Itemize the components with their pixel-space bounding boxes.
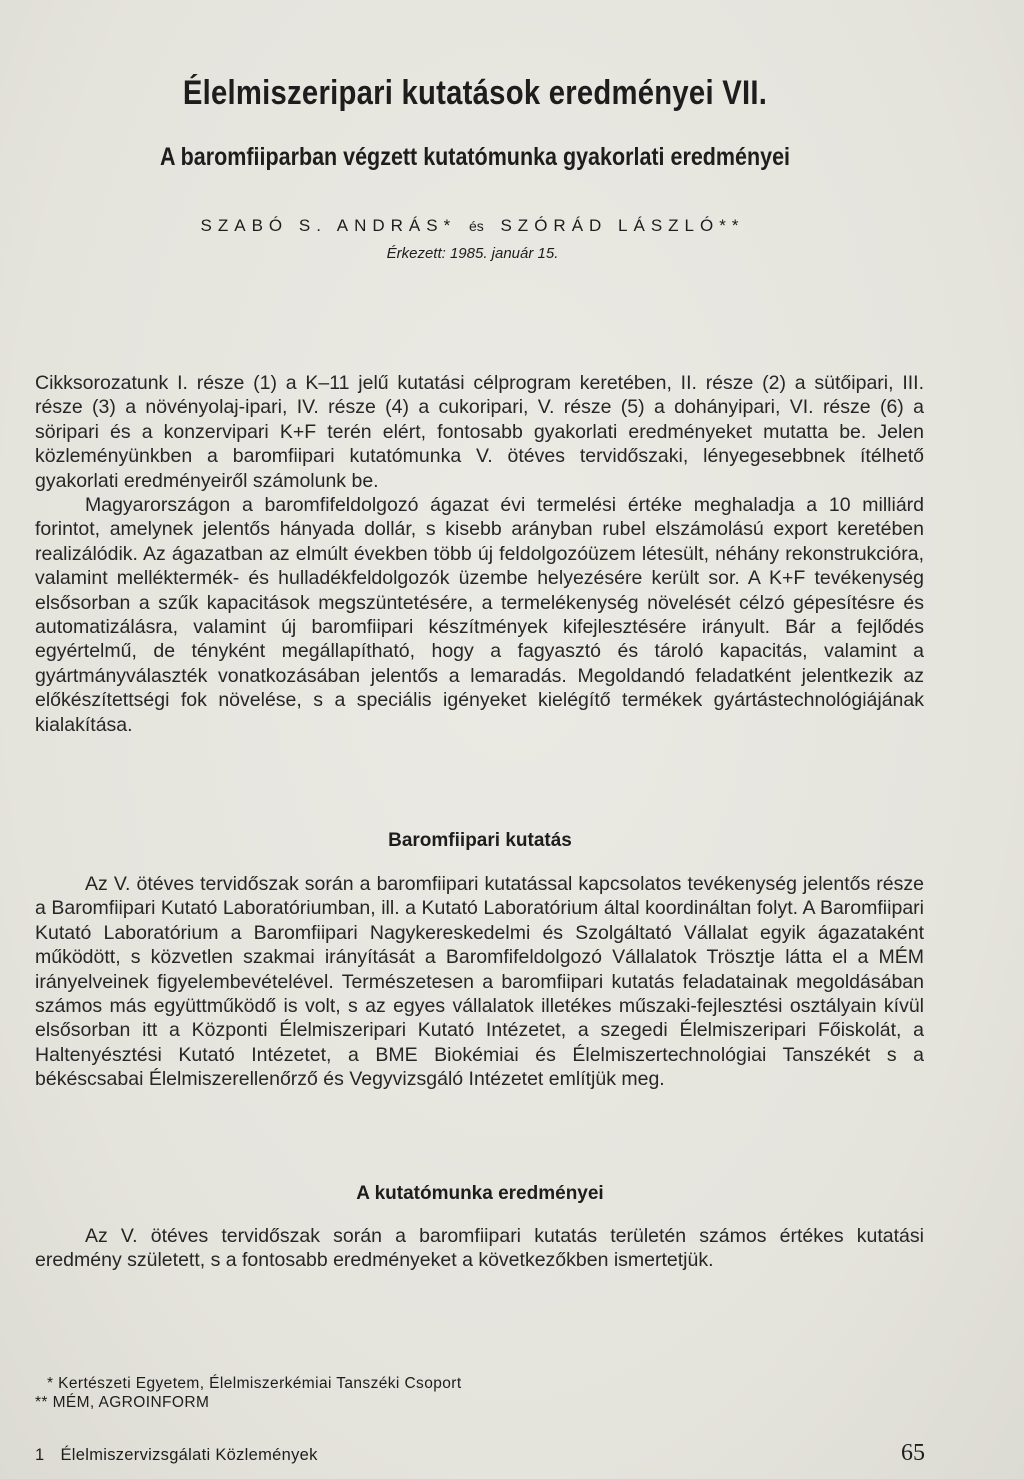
author-conjunction: és: [468, 218, 484, 234]
section-heading-results: A kutatómunka eredményei: [356, 1183, 604, 1204]
author-1: SZABÓ S. ANDRÁS*: [200, 216, 457, 235]
page-footer: [35, 1440, 925, 1470]
article-title: A baromfiiparban végzett kutatómunka gyakorlati eredményei: [159, 143, 791, 171]
sheet-number: 1: [35, 1446, 45, 1464]
footnote-1: * Kertészeti Egyetem, Élelmiszerkémiai Tanszéki Csoport: [47, 1375, 462, 1392]
authors-line: [0, 216, 945, 236]
journal-name: Élelmiszervizsgálati Közlemények: [60, 1446, 318, 1464]
journal-line: [35, 1446, 318, 1465]
intro-section: [35, 371, 924, 737]
intro-paragraph-1: Cikksorozatunk I. része (1) a K–11 jelű kutatási célprogram keretében, II. része (2) a sütőipari, III. része (3) a növényolaj-ipari, IV. része (4) a cukoripari, V. része (5) a dohányipari, VI. része (6) a söripari és a konzervipari K+F terén elért, fontosabb gyakorlati eredményeket mutatta be. Jelen közleményünkben a baromfiipari kutatómunka V. ötéves tervidőszaki, lényegesebbnek ítélhető gyakorlati eredményeiről számolunk be.: [35, 372, 924, 492]
section-heading-research: Baromfiipari kutatás: [388, 830, 572, 851]
footnote-2: ** MÉM, AGROINFORM: [35, 1394, 210, 1411]
article-series-title: Élelmiszeripari kutatások eredményei VII.: [182, 74, 768, 112]
intro-paragraph-2: Magyarországon a baromfifeldolgozó ágazat évi termelési értéke meghaladja a 10 milliárd forintot, amelynek jelentős hányada dollár, s kisebb arányban rubel elszámolású export keretében realizálódik. Az ágazatban az elmúlt években több új feldolgozóüzem létesült, néhány rekonstrukcióra, valamint melléktermék- és hulladékfeldolgozók üzembe helyezésére került sor. A K+F tevékenység elsősorban a szűk kapacitások megszüntetésére, a termelékenység növelését célzó gépesítésre és automatizálásra, valamint új baromfiipari készítmények kifejlesztésére irányult. Bár a fejlődés egyértelmű, de tényként megállapítható, hogy a fagyasztó és tároló kapacitás, valamint a gyártmányválaszték vonatkozásában jelentős a lemaradás. Megoldandó feladatként jelentkezik az előkészítettségi fok növelése, s a speciális igényeket kielégítő termékek gyártástechnológiájának kialakítása.: [35, 494, 924, 736]
footnotes: [35, 1374, 735, 1412]
author-2: SZÓRÁD LÁSZLÓ**: [500, 216, 745, 235]
page-number: 65: [901, 1440, 925, 1466]
results-paragraph: Az V. ötéves tervidőszak során a baromfiipari kutatás területén számos értékes kutatási eredmény született, s a fontosabb eredményeket a következőkben ismertetjük.: [35, 1225, 924, 1272]
research-paragraph: Az V. ötéves tervidőszak során a baromfiipari kutatással kapcsolatos tevékenység jelentős része a Baromfiipari Kutató Laboratóriumban, ill. a Kutató Laboratórium által koordináltan folyt. A Baromfiipari Kutató Laboratórium a Baromfiipari Nagykereskedelmi és Szolgáltató Vállalat egyik ágazataként működött, s közvetlen szakmai irányítását a Baromfifeldolgozó Vállalatok Trösztje látta el a MÉM irányelveinek figyelembevételével. Természetesen a baromfiipari kutatás feladatainak megoldásában számos más együttműködő is volt, s az egyes vállalatok illetékes műszaki-fejlesztési osztályain kívül elsősorban itt a Központi Élelmiszeripari Kutató Intézetet, a szegedi Élelmiszeripari Főiskolát, a Haltenyésztési Kutató Intézetet, a BME Biokémiai és Élelmiszertechnológiai Tanszékét s a békéscsabai Élelmiszerellenőrző és Vegyvizsgáló Intézetet említjük meg.: [35, 873, 924, 1091]
results-section: [35, 1224, 924, 1273]
received-date: Érkezett: 1985. január 15.: [386, 245, 559, 262]
research-section: [35, 872, 924, 1092]
